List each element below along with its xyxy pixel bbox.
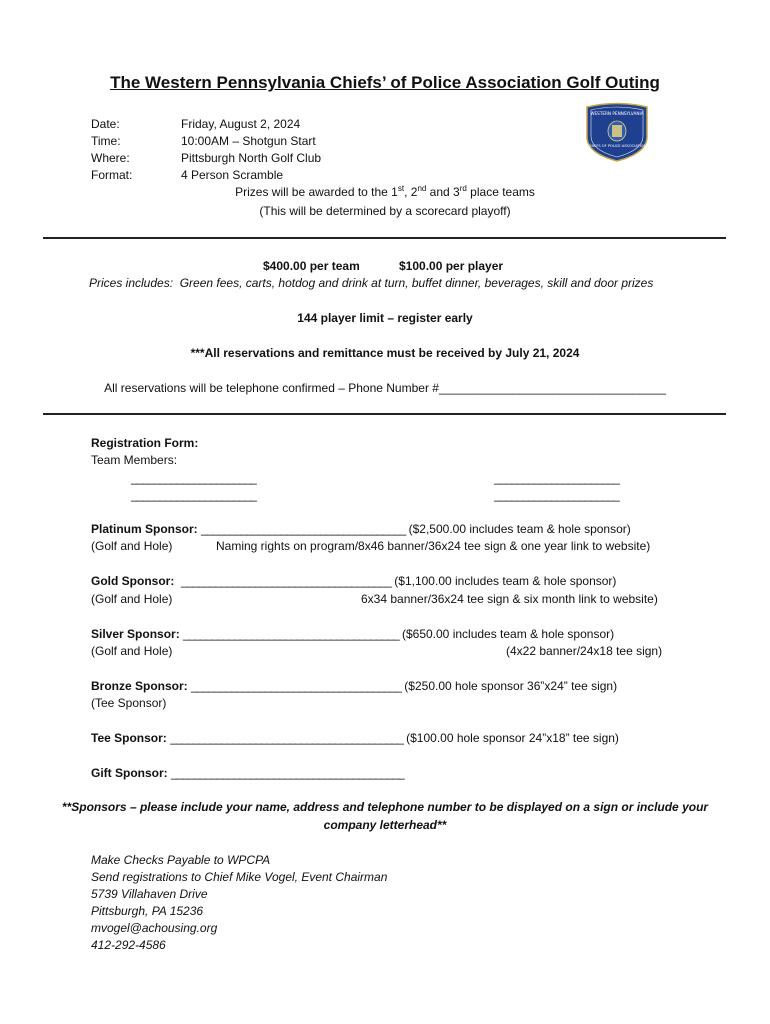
team-members-label: Team Members: <box>91 453 178 467</box>
gold-type: (Golf and Hole) <box>91 592 173 606</box>
police-badge-icon <box>581 101 653 163</box>
platinum-type: (Golf and Hole) <box>91 539 173 553</box>
bronze-sponsor-row: Bronze Sponsor: _____________________________________ ($250.00 hole sponsor 36”x24” tee sign) <box>91 679 618 693</box>
team-member-field[interactable]: ______________________ <box>131 488 256 502</box>
platinum-desc: Naming rights on program/8x46 banner/36x24 tee sign & one year link to website) <box>216 539 651 553</box>
svg-text:WESTERN PENNSYLVANIA: WESTERN PENNSYLVANIA <box>590 111 644 116</box>
svg-text:CHIEFS OF POLICE ASSOCIATION: CHIEFS OF POLICE ASSOCIATION <box>587 144 647 148</box>
team-member-field[interactable]: ______________________ <box>494 488 619 502</box>
tee-sponsor-field[interactable]: _________________________________________ <box>170 731 403 745</box>
divider-bottom <box>43 413 726 415</box>
date-value: Friday, August 2, 2024 <box>181 117 301 131</box>
gift-sponsor-row: Gift Sponsor: _________________________________________ <box>91 766 404 780</box>
street-address: 5739 Villahaven Drive <box>91 887 208 901</box>
where-value: Pittsburgh North Golf Club <box>181 151 322 165</box>
where-label: Where: <box>91 151 130 165</box>
prizes-text: Prizes will be awarded to the 1st, 2nd and 3rd place teams <box>235 184 535 199</box>
time-value: 10:00AM – Shotgun Start <box>181 134 316 148</box>
format-value: 4 Person Scramble <box>181 168 284 182</box>
playoff-text: (This will be determined by a scorecard playoff) <box>259 204 511 218</box>
tee-sponsor-row: Tee Sponsor: _________________________________________ ($100.00 hole sponsor 24”x18” tee sign) <box>91 731 619 745</box>
gold-desc: 6x34 banner/36x24 tee sign & six month link to website) <box>361 592 658 606</box>
phone-line: All reservations will be telephone confirmed – Phone Number #__________________________________ <box>104 381 666 395</box>
time-label: Time: <box>91 134 121 148</box>
silver-desc: (4x22 banner/24x18 tee sign) <box>506 644 663 658</box>
checks-payable: Make Checks Payable to WPCPA <box>91 853 271 867</box>
contact-phone: 412-292-4586 <box>91 938 166 952</box>
silver-sponsor-field[interactable]: ______________________________________ <box>183 627 399 641</box>
price-player: $100.00 per player <box>399 259 504 273</box>
bronze-type: (Tee Sponsor) <box>91 696 167 710</box>
gift-sponsor-field[interactable]: _________________________________________ <box>171 766 404 780</box>
gold-sponsor-field[interactable]: _____________________________________ <box>181 574 391 588</box>
player-limit: 144 player limit – register early <box>297 311 473 325</box>
sponsor-note-line2: company letterhead** <box>323 818 447 832</box>
registration-heading: Registration Form: <box>91 436 199 450</box>
send-to: Send registrations to Chief Mike Vogel, Event Chairman <box>91 870 388 884</box>
contact-email[interactable]: mvogel@achousing.org <box>91 921 218 935</box>
city-state: Pittsburgh, PA 15236 <box>91 904 204 918</box>
gold-sponsor-row: Gold Sponsor: _____________________________________ ($1,100.00 includes team & hole sponsor) <box>91 574 617 588</box>
sponsor-note-line1: **Sponsors – please include your name, address and telephone number to be displayed on a sign or include your <box>61 800 709 814</box>
page-title: The Western Pennsylvania Chiefs’ of Police Association Golf Outing <box>110 73 660 92</box>
silver-type: (Golf and Hole) <box>91 644 173 658</box>
date-label: Date: <box>91 117 120 131</box>
team-member-field[interactable]: ______________________ <box>131 471 256 485</box>
team-member-field[interactable]: ______________________ <box>494 471 619 485</box>
silver-sponsor-row: Silver Sponsor: ______________________________________ ($650.00 includes team & hole sponsor) <box>91 627 615 641</box>
divider-top <box>43 237 726 239</box>
price-team: $400.00 per team <box>263 259 360 273</box>
format-label: Format: <box>91 168 133 182</box>
platinum-sponsor-field[interactable]: ____________________________________ <box>201 522 406 536</box>
bronze-sponsor-field[interactable]: _____________________________________ <box>191 679 401 693</box>
deadline: ***All reservations and remittance must be received by July 21, 2024 <box>190 346 580 360</box>
platinum-sponsor-row: Platinum Sponsor: ____________________________________ ($2,500.00 includes team & hole sponsor) <box>91 522 631 536</box>
includes-line: Prices includes: Green fees, carts, hotdog and drink at turn, buffet dinner, beverages, skill and door prizes <box>89 276 654 290</box>
